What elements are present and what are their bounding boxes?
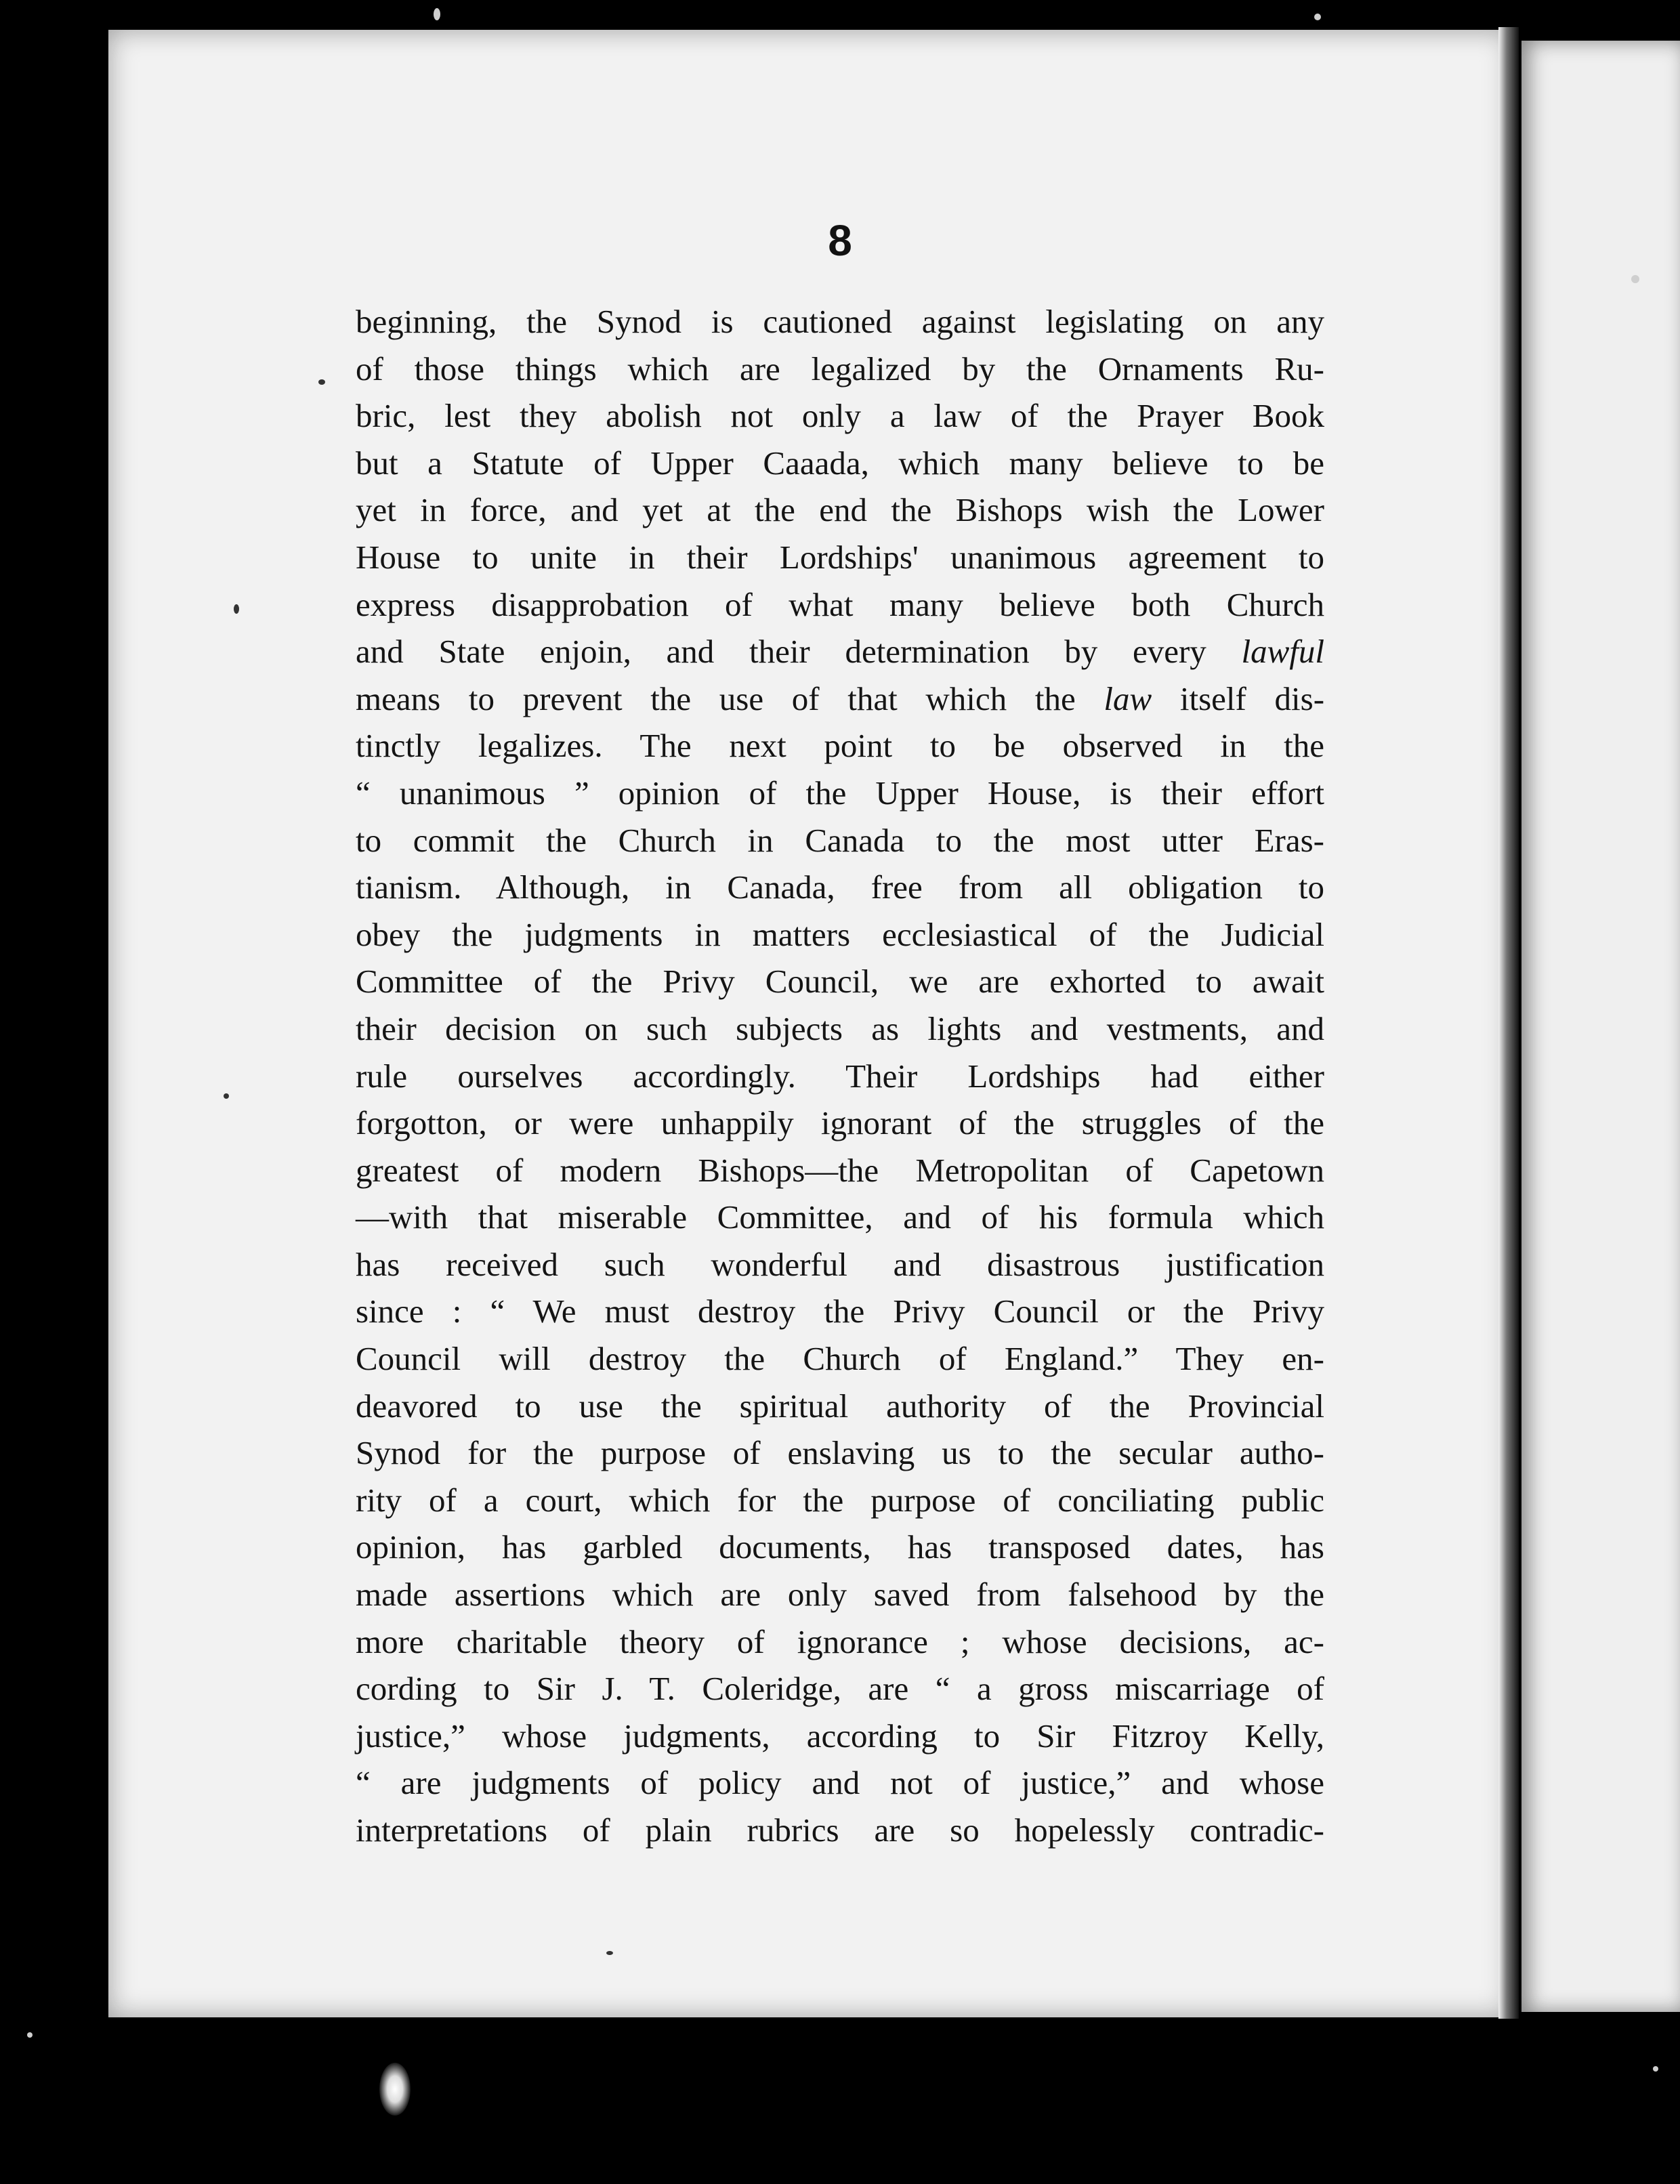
italic-word: law bbox=[1104, 679, 1152, 717]
scan-glare bbox=[379, 2063, 411, 2116]
page-gutter bbox=[1498, 27, 1519, 2019]
adjacent-page-edge bbox=[1521, 41, 1680, 2012]
text-line: more charitable theory of ignorance ; whose decisions, ac- bbox=[356, 1622, 1324, 1660]
scan-speck bbox=[606, 1951, 613, 1955]
scan-speck bbox=[434, 8, 440, 20]
text-line bbox=[356, 628, 1324, 675]
text-line: justice,” whose judgments, according to Sir Fitzroy Kelly, bbox=[356, 1717, 1324, 1755]
text-line-part: means to prevent the use of that which the bbox=[356, 679, 1076, 717]
text-line: greatest of modern Bishops—the Metropolitan of Capetown bbox=[356, 1151, 1324, 1189]
text-line: to commit the Church in Canada to the most utter Eras- bbox=[356, 821, 1324, 859]
text-line: cording to Sir J. T. Coleridge, are “ a gross miscarriage of bbox=[356, 1670, 1324, 1708]
text-line: deavored to use the spiritual authority of the Provincial bbox=[356, 1387, 1324, 1425]
page-number: 8 bbox=[828, 216, 852, 265]
text-line: Council will destroy the Church of England.” They en- bbox=[356, 1340, 1324, 1378]
text-line: interpretations of plain rubrics are so hopelessly contradic- bbox=[356, 1811, 1324, 1849]
scan-speck bbox=[1631, 275, 1639, 283]
text-line: their decision on such subjects as lights and vestments, and bbox=[356, 1009, 1324, 1047]
text-line: has received such wonderful and disastrous justification bbox=[356, 1245, 1324, 1283]
text-line: since : “ We must destroy the Privy Council or the Privy bbox=[356, 1293, 1324, 1330]
text-line: Synod for the purpose of enslaving us to the secular autho- bbox=[356, 1434, 1324, 1472]
scan-speck bbox=[1314, 14, 1321, 20]
text-line: opinion, has garbled documents, has transposed dates, has bbox=[356, 1528, 1324, 1566]
text-line: made assertions which are only saved from falsehood by the bbox=[356, 1576, 1324, 1614]
text-line: forgotton, or were unhappily ignorant of the struggles of the bbox=[356, 1104, 1324, 1142]
text-line: “ unanimous ” opinion of the Upper House, is their effort bbox=[356, 774, 1324, 812]
text-line: of those things which are legalized by the Ornaments Ru- bbox=[356, 350, 1324, 387]
text-line: rity of a court, which for the purpose of conciliating public bbox=[356, 1481, 1324, 1519]
text-line: yet in force, and yet at the end the Bishops wish the Lower bbox=[356, 491, 1324, 529]
scan-speck bbox=[224, 1093, 229, 1099]
text-line: tinctly legalizes. The next point to be observed in the bbox=[356, 727, 1324, 765]
text-line: Committee of the Privy Council, we are exhorted to await bbox=[356, 963, 1324, 1001]
text-line: but a Statute of Upper Caaada, which many believe to be bbox=[356, 444, 1324, 482]
scan-speck bbox=[318, 379, 325, 385]
text-line: beginning, the Synod is cautioned against legislating on any bbox=[356, 303, 1324, 340]
italic-word: lawful bbox=[1241, 633, 1324, 671]
text-line: “ are judgments of policy and not of justice,” and whose bbox=[356, 1764, 1324, 1802]
scan-speck bbox=[234, 604, 239, 614]
text-line: express disapprobation of what many believe both Church bbox=[356, 585, 1324, 623]
text-line: bric, lest they abolish not only a law of the Prayer Book bbox=[356, 397, 1324, 435]
text-line: rule ourselves accordingly. Their Lordships had either bbox=[356, 1057, 1324, 1095]
scan-speck bbox=[1653, 2066, 1658, 2072]
text-line: House to unite in their Lordships' unanimous agreement to bbox=[356, 538, 1324, 576]
text-line-part: itself dis- bbox=[1179, 679, 1325, 717]
body-text bbox=[356, 298, 1324, 1854]
text-line: —with that miserable Committee, and of his formula which bbox=[356, 1198, 1324, 1236]
text-line: tianism. Although, in Canada, free from all obligation to bbox=[356, 868, 1324, 906]
text-line bbox=[356, 675, 1324, 723]
text-line-part: and State enjoin, and their determination by every bbox=[356, 633, 1206, 671]
scan-speck bbox=[27, 2032, 33, 2038]
text-line: obey the judgments in matters ecclesiastical of the Judicial bbox=[356, 915, 1324, 953]
